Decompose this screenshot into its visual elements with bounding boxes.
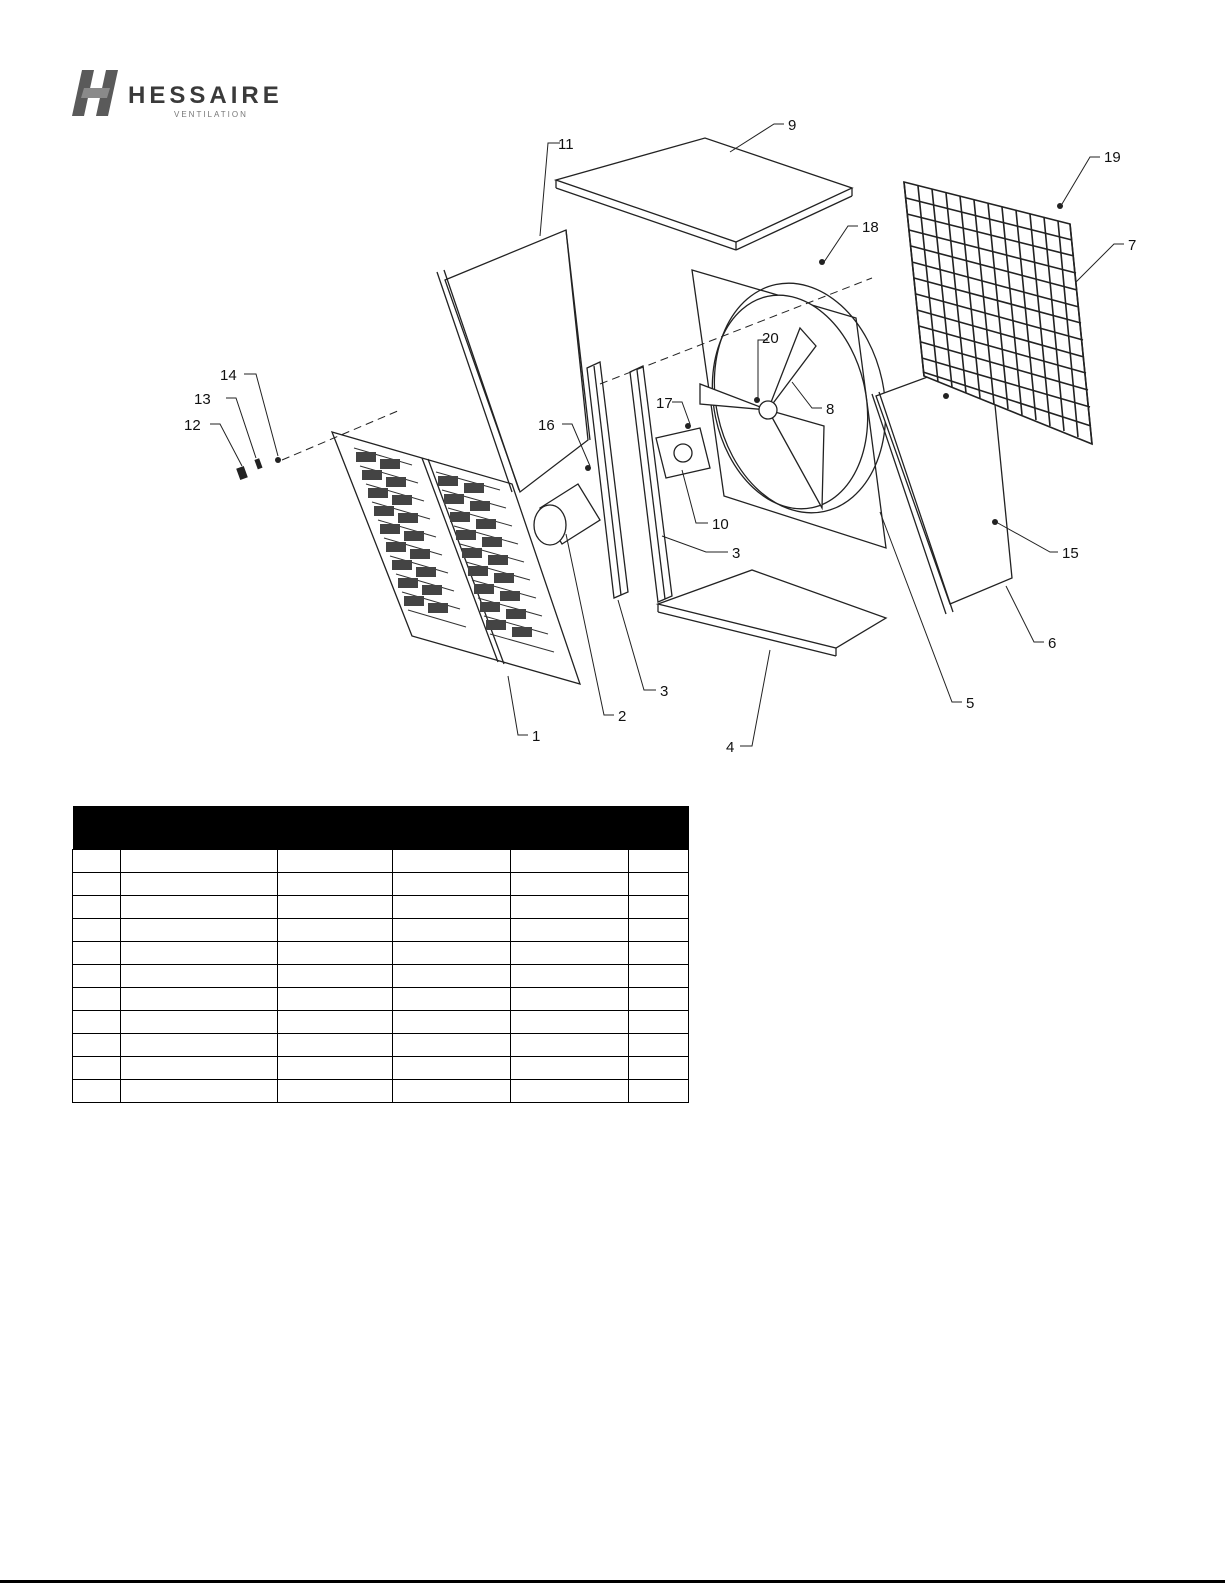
table-cell [629, 942, 689, 965]
top-panel [556, 138, 852, 250]
table-cell [393, 919, 511, 942]
callout-2: 2 [618, 708, 627, 725]
motor-mount-plate [656, 428, 710, 478]
table-cell [278, 965, 393, 988]
table-row [73, 919, 689, 942]
table-cell [511, 1057, 629, 1080]
table-row [73, 1034, 689, 1057]
brand-tagline: VENTILATION [174, 110, 248, 119]
table-cell [121, 1011, 278, 1034]
table-row [73, 896, 689, 919]
bottom-panel [658, 570, 886, 656]
table-row [73, 1011, 689, 1034]
table-cell [278, 1011, 393, 1034]
table-cell [629, 1011, 689, 1034]
table-cell [393, 1034, 511, 1057]
callout-12: 12 [184, 417, 201, 434]
table-cell [629, 850, 689, 873]
table-cell [278, 1057, 393, 1080]
callout-7: 7 [1128, 237, 1137, 254]
table-cell [121, 1057, 278, 1080]
table-cell [511, 1034, 629, 1057]
table-cell [121, 1080, 278, 1103]
table-cell [511, 1080, 629, 1103]
table-row [73, 1080, 689, 1103]
table-cell [73, 1034, 121, 1057]
table-cell [121, 873, 278, 896]
table-row [73, 988, 689, 1011]
column-header [73, 806, 121, 850]
callout-5: 5 [966, 695, 975, 712]
callout-14: 14 [220, 367, 237, 384]
table-cell [393, 850, 511, 873]
callout-6: 6 [1048, 635, 1057, 652]
table-cell [73, 1057, 121, 1080]
table-cell [629, 1034, 689, 1057]
table-cell [629, 988, 689, 1011]
column-header [511, 806, 629, 850]
callout-4: 4 [726, 739, 735, 756]
table-cell [511, 1011, 629, 1034]
fan-venturi-panel [692, 267, 906, 548]
callout-8: 8 [826, 401, 835, 418]
table-cell [629, 873, 689, 896]
table-cell [278, 1034, 393, 1057]
callout-9: 9 [788, 117, 797, 134]
table-cell [511, 965, 629, 988]
table-cell [511, 988, 629, 1011]
table-cell [121, 942, 278, 965]
table-cell [393, 942, 511, 965]
table-cell [73, 850, 121, 873]
callout-3a: 3 [660, 683, 669, 700]
page-bottom-rule [0, 1580, 1225, 1583]
callout-16: 16 [538, 417, 555, 434]
callout-1: 1 [532, 728, 541, 745]
table-cell [278, 1080, 393, 1103]
table-cell [629, 919, 689, 942]
callout-19: 19 [1104, 149, 1121, 166]
table-row [73, 873, 689, 896]
left-side-panel [437, 230, 590, 492]
table-cell [629, 1057, 689, 1080]
table-cell [73, 965, 121, 988]
callout-18: 18 [862, 219, 879, 236]
table-cell [73, 1011, 121, 1034]
callout-10: 10 [712, 516, 729, 533]
table-cell [73, 919, 121, 942]
callout-17: 17 [656, 395, 673, 412]
table-cell [278, 919, 393, 942]
table-cell [393, 1057, 511, 1080]
table-cell [629, 1080, 689, 1103]
table-cell [278, 873, 393, 896]
brand-name: HESSAIRE [128, 82, 283, 109]
table-cell [121, 988, 278, 1011]
column-header [629, 806, 689, 850]
table-cell [393, 965, 511, 988]
table-cell [278, 988, 393, 1011]
table-cell [511, 919, 629, 942]
table-row [73, 965, 689, 988]
table-cell [511, 896, 629, 919]
table-cell [393, 1080, 511, 1103]
callout-13: 13 [194, 391, 211, 408]
table-row [73, 942, 689, 965]
table-cell [393, 988, 511, 1011]
table-cell [393, 873, 511, 896]
column-header [393, 806, 511, 850]
hessaire-h-logo-icon [70, 68, 126, 118]
motor [534, 484, 600, 545]
table-cell [121, 919, 278, 942]
table-cell [629, 965, 689, 988]
column-header [278, 806, 393, 850]
table-cell [121, 1034, 278, 1057]
table-cell [73, 1080, 121, 1103]
parts-table [72, 806, 689, 1103]
callout-15: 15 [1062, 545, 1079, 562]
table-cell [121, 965, 278, 988]
table-row [73, 1057, 689, 1080]
table-cell [278, 896, 393, 919]
table-cell [121, 850, 278, 873]
table-cell [73, 942, 121, 965]
callout-11: 11 [558, 136, 574, 153]
callout-20: 20 [762, 330, 779, 347]
column-header [121, 806, 278, 850]
table-cell [629, 896, 689, 919]
table-cell [393, 1011, 511, 1034]
table-cell [73, 988, 121, 1011]
table-cell [73, 873, 121, 896]
table-cell [73, 896, 121, 919]
table-cell [393, 896, 511, 919]
table-cell [278, 850, 393, 873]
table-cell [121, 896, 278, 919]
table-row [73, 850, 689, 873]
table-cell [511, 850, 629, 873]
callout-3b: 3 [732, 545, 741, 562]
exploded-parts-diagram [150, 100, 1150, 760]
table-cell [278, 942, 393, 965]
table-cell [511, 942, 629, 965]
table-header-row [73, 806, 689, 850]
table-cell [511, 873, 629, 896]
